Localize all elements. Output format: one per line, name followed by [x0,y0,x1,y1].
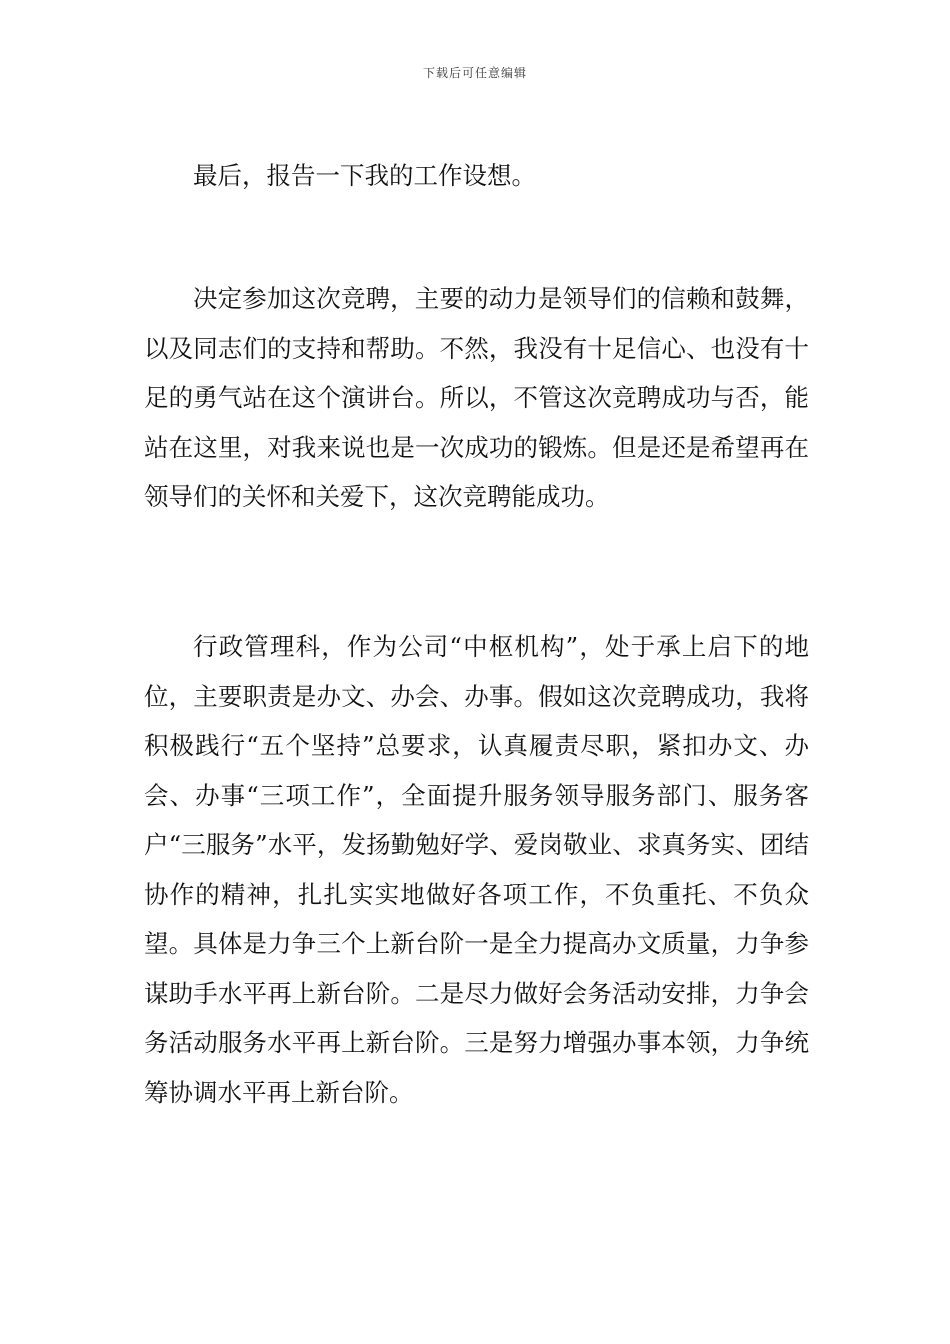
paragraph-closing-intro: 最后，报告一下我的工作设想。 [193,161,536,190]
header-note: 下载后可任意编辑 [422,66,527,80]
paragraph-work-plan: 行政管理科，作为公司“中枢机构”，处于承上启下的地位，主要职责是办文、办会、办事。假如这次竞聘成功，我将积极践行“五个坚持”总要求，认真履责尽职，紧扣办文、办会、办事“三项工作”，全面提升服务领导服务部门、服务客户“三服务”水平，发扬勤勉好学、爱岗敬业、求真务实、团结协作的精神，扎扎实实地做好各项工作，不负重托、不负众望。具体是力争三个上新台阶一是全力提高办文质量，力争参谋助手水平再上新台阶。二是尽力做好会务活动安排，力争会务活动服务水平再上新台阶。三是努力增强办事本领，力争统筹协调水平再上新台阶。 [144,632,809,1107]
paragraph-motivation: 决定参加这次竞聘，主要的动力是领导们的信赖和鼓舞，以及同志们的支持和帮助。不然，我没有十足信心、也没有十足的勇气站在这个演讲台。所以，不管这次竞聘成功与否，能站在这里，对我来说也是一次成功的锻炼。但是还是希望再在领导们的关怀和关爱下，这次竞聘能成功。 [144,284,809,511]
